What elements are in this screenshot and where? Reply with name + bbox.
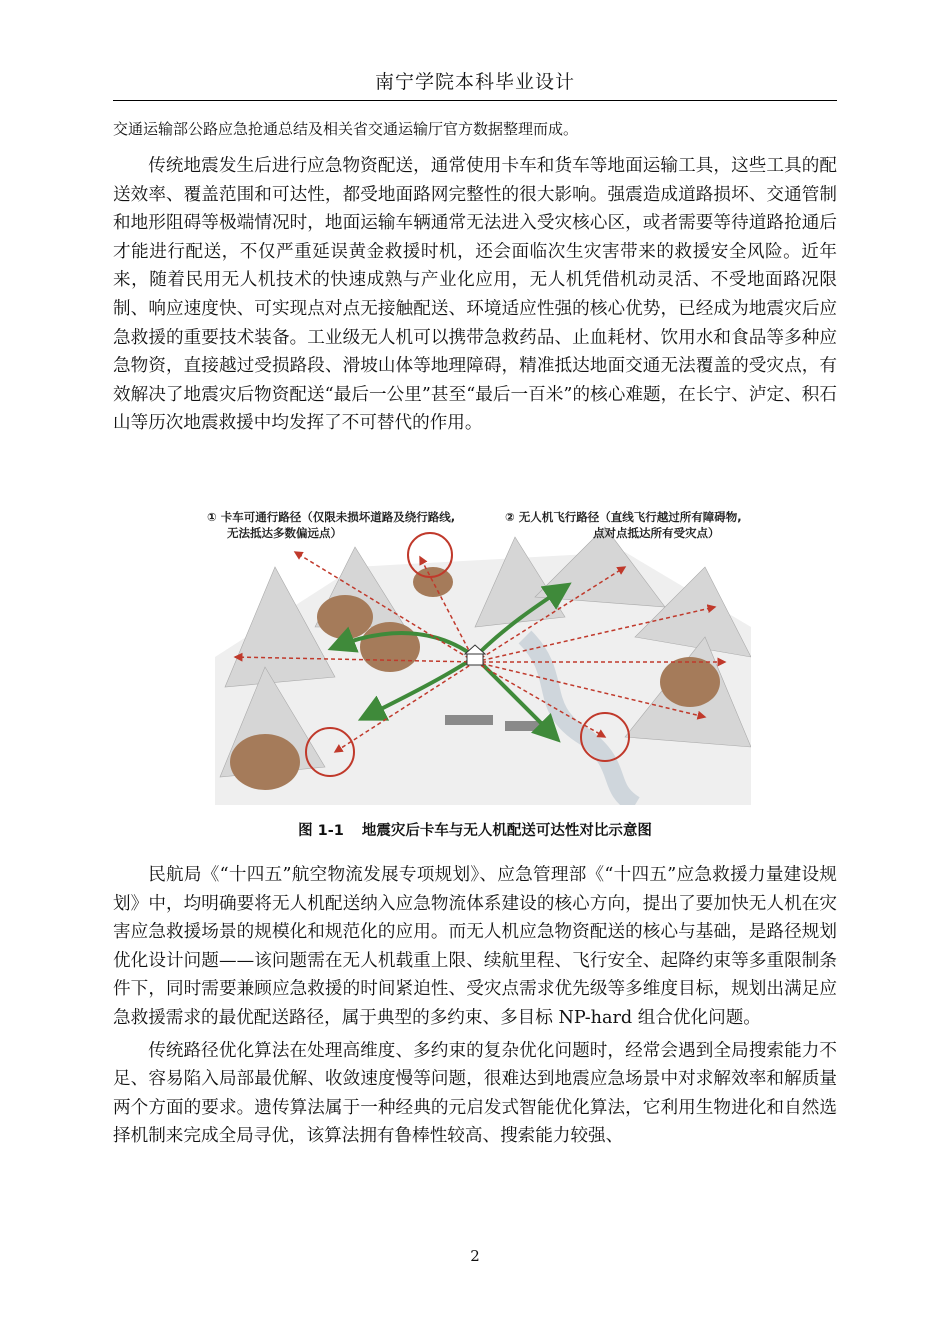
truck-path-label-1: ① 卡车可通行路径（仅限未损坏道路及绕行路线, [207, 510, 456, 524]
drone-path-label-1: ② 无人机飞行路径（直线飞行越过所有障碍物, [505, 510, 742, 524]
figure-caption [113, 819, 837, 840]
paragraph-1: 传统地震发生后进行应急物资配送，通常使用卡车和货车等地面运输工具，这些工具的配送效率、覆盖范围和可达性，都受地面路网完整性的很大影响。强震造成道路损坏、交通管制和地形阻碍等极端情况时，地面运输车辆通常无法进入受灾核心区，或者需要等待道路抢通后才能进行配送，不仅严重延误黄金救援时机，还会面临次生灾害带来的救援安全风险。近年来，随着民用无人机技术的快速成熟与产业化应用，无人机凭借机动灵活、不受地面路况限制、响应速度快、可实现点对点无接触配送、环境适应性强的核心优势，已经成为地震灾后应急救援的重要技术装备。工业级无人机可以携带急救药品、止血耗材、饮用水和食品等多种应急物资，直接越过受损路段、滑坡山体等地理障碍，精准抵达地面交通无法覆盖的受灾点，有效解决了地震灾后物资配送“最后一公里”甚至“最后一百米”的核心难题，在长宁、泸定、积石山等历次地震救援中均发挥了不可替代的作用。 [113, 156, 837, 434]
page-header: 南宁学院本科毕业设计 [113, 70, 837, 101]
paragraph-3: 传统路径优化算法在处理高维度、多约束的复杂优化问题时，经常会遇到全局搜索能力不足、容易陷入局部最优解、收敛速度慢等问题，很难达到地震应急场景中对求解效率和解质量两个方面的要求。遗传算法属于一种经典的元启发式智能优化算法，它利用生物进化和自然选择机制来完成全局寻优，该算法拥有鲁棒性较高、搜索能力较强、 [113, 1040, 837, 1147]
caption-number: 图 1-1 [298, 823, 344, 839]
drone-path-label-2: 点对点抵达所有受灾点） [593, 526, 720, 540]
page-number: 2 [470, 1247, 480, 1265]
intro-line: 交通运输部公路应急抢通总结及相关省交通运输厅官方数据整理而成。 [113, 120, 579, 138]
figure-truck-vs-drone [205, 507, 751, 805]
body-bottom [113, 861, 837, 1151]
body-top [113, 118, 837, 438]
paragraph-2: 民航局《“十四五”航空物流发展专项规划》、应急管理部《“十四五”应急救援力量建设规划》中，均明确要将无人机配送纳入应急物流体系建设的核心方向，提出了要加快无人机在灾害应急救援场景的规模化和规范化的应用。而无人机应急物资配送的核心与基础，是路径规划优化设计问题——该问题需在无人机载重上限、续航里程、飞行安全、起降约束等多重限制条件下，同时需要兼顾应急救援的时间紧迫性、受灾点需求优先级等多维度目标，规划出满足应急救援需求的最优配送路径，属于典型的多约束、多目标 NP-hard 组合优化问题。 [113, 865, 837, 1028]
truck-path-label-2: 无法抵达多数偏远点） [227, 526, 342, 540]
caption-text: 地震灾后卡车与无人机配送可达性对比示意图 [361, 823, 652, 839]
